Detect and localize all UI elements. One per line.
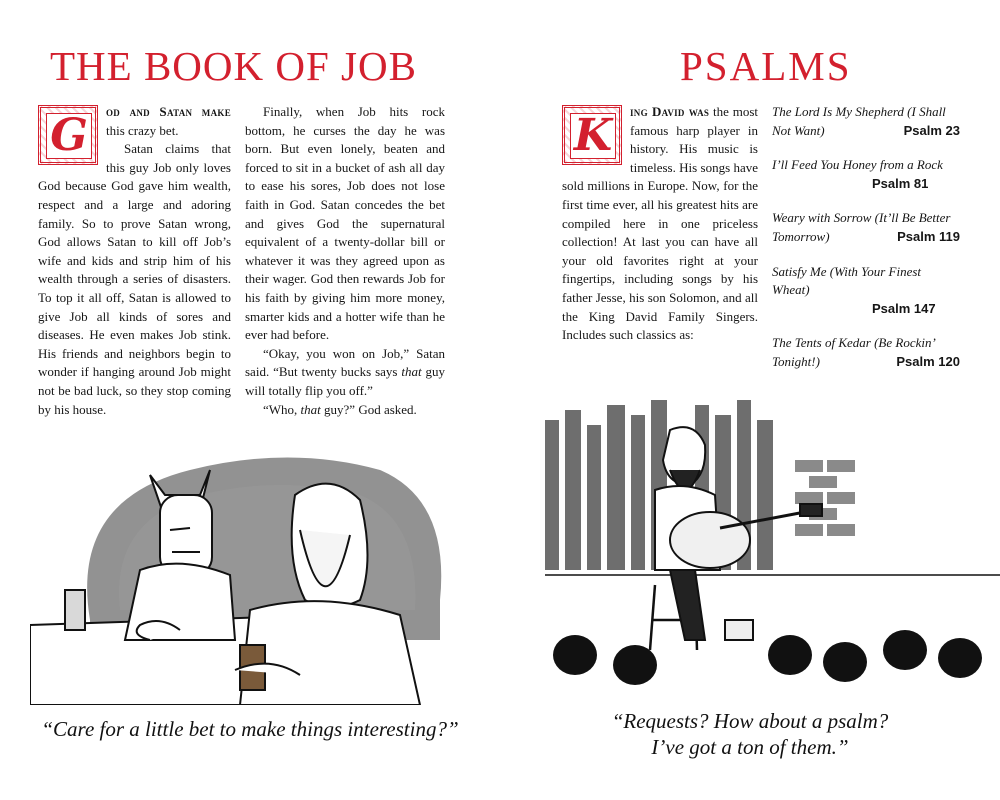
job-paragraph-3: Finally, when Job hits rock bottom, he curses the day he was born. But even lonely, beaten and forced to sit in a bucket of ash all day to ease his sores, Job does not lose faith in God. Satan concedes the bet and gives God the supernatural equivalent of a twenty-dollar bill or whatever it was they agreed upon as their wager. God then rewards Job for his faith by giving him more money, smarter kids and a hotter wife than he ever had before. bbox=[245, 104, 445, 343]
job-paragraph-4: “Okay, you won on Job,” Satan said. “But twenty bucks says that guy will totally flip you off.” bbox=[245, 345, 446, 398]
job-paragraph-2: Satan claims that this guy Job only loves God because God gave him wealth, respect and a large and adoring family. So to prove Satan wrong, God allows Satan to kill off Job’s wife and kids and strip him of his wealth through a series of disasters. To top it all off, Satan is allowed to give Job all kinds of sores and diseases. He even makes Job stink. His friends and neighbors begin to wonder if hanging around Job might not be bad luck, so they stop coming by his house. bbox=[38, 141, 231, 417]
job-column-1 bbox=[38, 103, 231, 419]
list-item: Weary with Sorrow (It’ll Be Better Tomorrow) Psalm 119 bbox=[772, 210, 960, 244]
illuminated-dropcap-g: G bbox=[38, 105, 98, 165]
psalms-cartoon-caption: “Requests? How about a psalm? I’ve got a ton of them.” bbox=[611, 709, 889, 759]
job-paragraph-5: “Who, that guy?” God asked. bbox=[263, 401, 417, 417]
cartoon-david-playing-guitar bbox=[545, 400, 1000, 695]
list-item: Satisfy Me (With Your Finest Wheat) Psalm 147 bbox=[772, 263, 936, 316]
psalms-intro-column bbox=[562, 103, 758, 345]
illuminated-dropcap-k: K bbox=[562, 105, 622, 165]
job-column-2 bbox=[245, 103, 445, 419]
psalms-intro-text: the most famous harp player in history. His music is timeless. His songs have sold millions in Europe. Now, for the first time ever, all his greatest hits are compiled here in one priceless collection! At last you can have all your old favorites right at your fingertips, including songs by his father Jesse, his son Solomon, and all the King David Family Singers. Includes such classics as: bbox=[562, 104, 758, 343]
job-p1-text: this crazy bet. bbox=[106, 122, 179, 138]
right-page bbox=[500, 0, 1000, 800]
cartoon-satan-and-god-at-bar bbox=[30, 440, 460, 705]
page-title-psalms: PSALMS bbox=[680, 43, 852, 89]
psalms-lead-in: ing David was bbox=[630, 104, 710, 119]
list-item: I’ll Feed You Honey from a Rock Psalm 81 bbox=[772, 157, 943, 191]
list-item: The Lord Is My Shepherd (I Shall Not Want) Psalm 23 bbox=[772, 104, 960, 138]
job-cartoon-caption: “Care for a little bet to make things interesting?” bbox=[41, 717, 459, 741]
list-item: The Tents of Kedar (Be Rockin’ Tonight!) Psalm 120 bbox=[772, 335, 960, 369]
job-lead-in: od and Satan make bbox=[106, 104, 231, 119]
audience-silhouettes bbox=[553, 630, 982, 685]
page-title-job: THE BOOK OF JOB bbox=[50, 43, 417, 89]
psalms-track-list bbox=[772, 103, 960, 388]
